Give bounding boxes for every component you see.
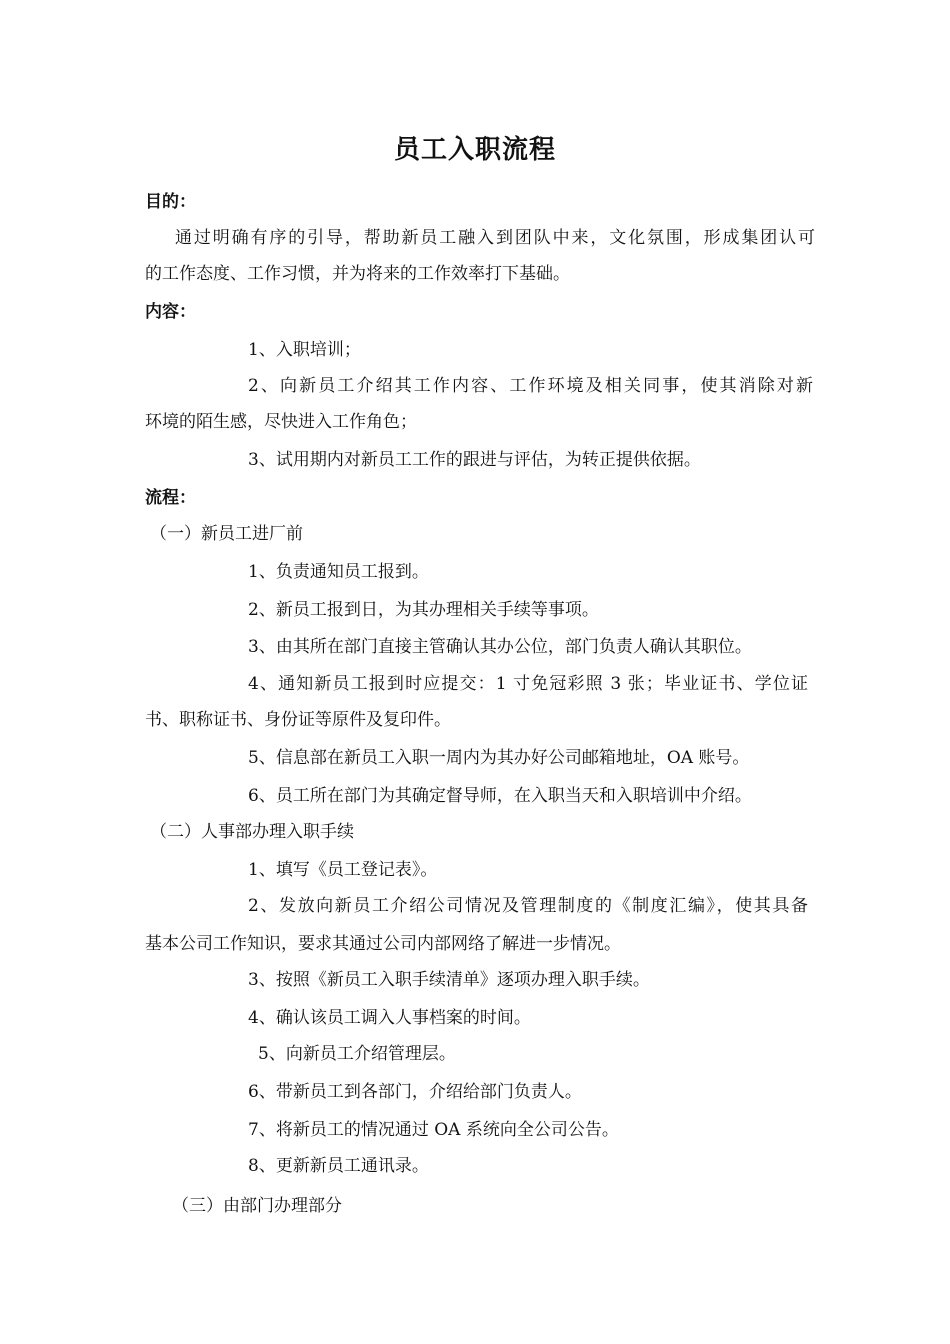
section-3-title: （三）由部门办理部分: [172, 1196, 342, 1216]
section-2-item-6: 6、带新员工到各部门，介绍给部门负责人。: [248, 1082, 582, 1102]
section-2-item-2-line-2: 基本公司工作知识，要求其通过公司内部网络了解进一步情况。: [145, 934, 621, 954]
section-1-item-1: 1、负责通知员工报到。: [248, 562, 429, 582]
document-title: 员工入职流程: [393, 135, 556, 165]
section-2-item-1: 1、填写《员工登记表》。: [248, 860, 438, 880]
content-item-2-line-1: 2、向新员工介绍其工作内容、工作环境及相关同事，使其消除对新: [248, 376, 813, 396]
content-item-2-line-2: 环境的陌生感，尽快进入工作角色；: [145, 412, 417, 432]
section-1-title: （一）新员工进厂前: [150, 524, 303, 544]
section-1-item-4-line-2: 书、职称证书、身份证等原件及复印件。: [145, 710, 451, 730]
section-2-item-4: 4、确认该员工调入人事档案的时间。: [248, 1008, 531, 1028]
section-2-item-8: 8、更新新员工通讯录。: [248, 1156, 429, 1176]
purpose-heading: 目的：: [145, 192, 196, 212]
process-heading: 流程：: [145, 488, 196, 508]
section-2-item-2-line-1: 2、发放向新员工介绍公司情况及管理制度的《制度汇编》，使其具备: [248, 896, 808, 916]
content-heading: 内容：: [145, 302, 196, 322]
section-1-item-3: 3、由其所在部门直接主管确认其办公位，部门负责人确认其职位。: [248, 637, 752, 657]
content-item-1: 1、入职培训；: [248, 340, 361, 360]
section-2-item-7: 7、将新员工的情况通过 OA 系统向全公司公告。: [248, 1120, 619, 1140]
section-1-item-2: 2、新员工报到日，为其办理相关手续等事项。: [248, 600, 599, 620]
section-2-item-5: 5、向新员工介绍管理层。: [258, 1044, 456, 1064]
section-1-item-6: 6、员工所在部门为其确定督导师，在入职当天和入职培训中介绍。: [248, 786, 752, 806]
section-2-title: （二）人事部办理入职手续: [150, 822, 354, 842]
section-2-item-3: 3、按照《新员工入职手续清单》逐项办理入职手续。: [248, 970, 650, 990]
purpose-text-line-2: 的工作态度、工作习惯，并为将来的工作效率打下基础。: [145, 264, 570, 284]
section-1-item-5: 5、信息部在新员工入职一周内为其办好公司邮箱地址，OA 账号。: [248, 748, 750, 768]
purpose-text-line-1: 通过明确有序的引导，帮助新员工融入到团队中来，文化氛围，形成集团认可: [175, 228, 815, 248]
section-1-item-4-line-1: 4、通知新员工报到时应提交：1 寸免冠彩照 3 张；毕业证书、学位证: [248, 674, 808, 694]
content-item-3: 3、试用期内对新员工工作的跟进与评估，为转正提供依据。: [248, 450, 701, 470]
